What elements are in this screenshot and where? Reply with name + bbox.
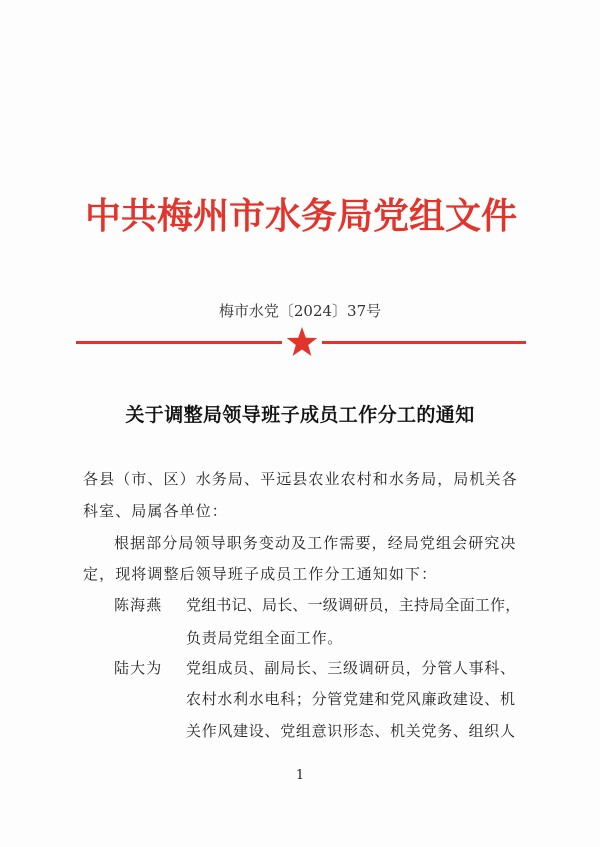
member-name: 陈海燕: [114, 596, 163, 614]
document-header: 中共梅州市水务局党组文件: [84, 195, 517, 237]
member-name: 陆大为: [114, 659, 163, 677]
recipients-line-2: 科室、局属各单位：: [83, 502, 228, 520]
member-duties-line: 党组成员、副局长、三级调研员，分管人事科、: [186, 659, 516, 677]
page-number: 1: [295, 768, 305, 783]
document-number: 梅市水党〔2024〕37号: [218, 302, 382, 320]
member-duties-line: 负责局党组全面工作。: [186, 629, 344, 647]
member-duties-line: 农村水利水电科；分管党建和党风廉政建设、机: [186, 690, 516, 708]
red-star-icon: [286, 327, 318, 357]
member-duties-line: 关作风建设、党组意识形态、机关党务、组织人: [186, 722, 516, 740]
notice-title: 关于调整局领导班子成员工作分工的通知: [125, 404, 475, 426]
red-divider-left: [76, 341, 282, 344]
intro-line-2: 定，现将调整后领导班子成员工作分工通知如下：: [83, 565, 438, 583]
red-divider-right: [322, 341, 526, 344]
recipients-line-1: 各县（市、区）水务局、平远县农业农村和水务局，局机关各: [83, 470, 518, 488]
intro-line-1: 根据部分局领导职务变动及工作需要，经局党组会研究决: [114, 534, 517, 552]
member-duties-line: 党组书记、局长、一级调研员，主持局全面工作，: [186, 596, 521, 614]
